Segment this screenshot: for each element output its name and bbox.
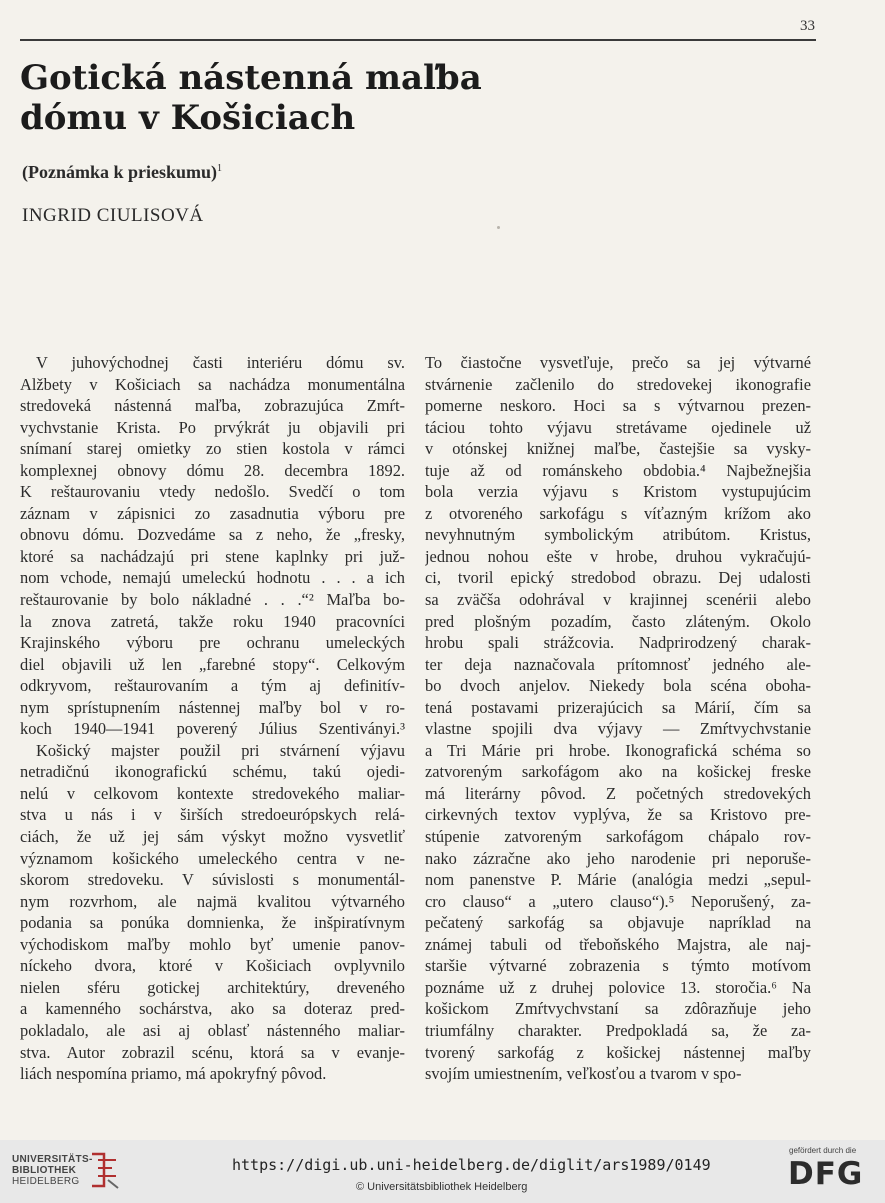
text-line: la znova zatretá, takže roku 1940 pracovníci — [20, 611, 405, 631]
right-text-column — [425, 352, 811, 1085]
library-name-line: UNIVERSITÄTS- — [12, 1154, 93, 1165]
text-line: Krajinského výboru pre ochranu umeleckých — [20, 633, 405, 653]
text-line: níckeho dvora, ktoré v Košiciach ovplyvnilo — [20, 956, 405, 976]
text-line: nom vchode, nemajú umeleckú hodnotu . . . a ich — [20, 568, 405, 588]
text-line: pomerne neskoro. Hoci sa s výtvarnou prezen- — [425, 396, 811, 416]
text-line: V juhovýchodnej časti interiéru dómu sv. — [36, 353, 405, 372]
left-text-column — [20, 352, 405, 1085]
text-line: pred plošným pozadím, často zláteným. Okolo — [425, 611, 811, 631]
text-line: obnovu dómu. Dozvedáme sa z neho, že „fresky, — [20, 525, 405, 545]
library-logo-text — [12, 1154, 93, 1187]
library-emblem-icon — [88, 1150, 122, 1190]
article-subtitle — [22, 162, 222, 183]
text-line: tvorený sarkofág z košickej nástennej maľby — [425, 1042, 811, 1062]
text-line: vlastne spojili dva výjavy — Zmŕtvychvstanie — [425, 719, 811, 739]
text-line: v otónskej knižnej maľbe, častejšie sa vysky- — [425, 439, 811, 459]
text-line: nym rozvrhom, ale najmä kvalitou výtvarného — [20, 891, 405, 911]
page-number: 33 — [800, 18, 815, 34]
text-line: Košický majster použil pri stvárnení výjavu — [36, 740, 405, 760]
text-line: východiskom maľby mohlo byť umenie panov- — [20, 934, 405, 954]
text-line: odkryvom, reštaurovaním a tým aj definitív- — [20, 676, 405, 696]
title-line: dómu v Košiciach — [20, 98, 356, 138]
text-line: sa zväčša odohrával v krajinnej scenérii alebo — [425, 590, 811, 610]
copyright-notice: © Universitätsbibliothek Heidelberg — [356, 1181, 528, 1193]
text-line: záznam v zápisnici zo zasadnutia výboru pre — [20, 503, 405, 523]
text-line: nako zázračne ako jeho narodenie pri neporuše- — [425, 848, 811, 868]
footnote-marker: 1 — [217, 163, 223, 174]
text-line: nelú v celkovom kontexte stredovekého maliar- — [20, 783, 405, 803]
text-line: koch 1940—1941 poverený Július Szentiványi.³ — [20, 719, 405, 739]
text-line: nym sprístupnením nástennej maľby bol v ro- — [20, 697, 405, 717]
text-line: bola verzia výjavu s Kristom vystupujúcim — [425, 482, 811, 502]
text-line: významom košického umeleckého centra v ne- — [20, 848, 405, 868]
text-line: nom panenstve P. Márie (analógia medzi „sepul- — [425, 870, 811, 890]
text-line: triumfálny charakter. Predpokladá sa, že za- — [425, 1020, 811, 1040]
text-line: stva. Autor zobrazil scénu, ktorá sa v evanje- — [20, 1042, 405, 1062]
text-line: svojím umiestnením, veľkosťou a tvarom v spo- — [425, 1064, 742, 1084]
text-line: podania sa ponúka domnienka, že inšpiratívnym — [20, 913, 405, 933]
text-line: poznáme už z druhej polovice 13. storočia.⁶ Na — [425, 977, 811, 997]
text-line: ter deja naznačovala prítomnosť jedného ale- — [425, 654, 811, 674]
text-line: jednou nohou ešte v hrobe, druhou vykračujú- — [425, 546, 811, 566]
funded-by-label: gefördert durch die — [789, 1146, 857, 1155]
library-name-line: BIBLIOTHEK — [12, 1165, 77, 1176]
text-line: stúpenie zatvoreným sarkofágom chápalo rov- — [425, 827, 811, 847]
text-line: vychvstanie Krista. Po prvýkrát ju objavili pri — [20, 417, 405, 437]
text-line: tená postavami prizerajúcich sa Márií, čím sa — [425, 697, 811, 717]
text-line: pokladalo, ale asi aj oblasť nástenného maliar- — [20, 1020, 405, 1040]
author-name: INGRID CIULISOVÁ — [22, 205, 204, 226]
text-line: ciách, že už jej sám výskyt možno vysvetliť — [20, 827, 405, 847]
digitization-footer — [0, 1140, 885, 1203]
text-line: reštaurovanie by bolo nákladné . . .“² Maľba bo- — [20, 590, 405, 610]
article-title — [20, 58, 620, 138]
text-line: stvárnenie začlenilo do stredovekej ikonografie — [425, 374, 811, 394]
text-line: netradičnú ikonografickú schému, takú ojedi- — [20, 762, 405, 782]
text-line: To čiastočne vysvetľuje, prečo sa jej výtvarné — [425, 353, 811, 372]
text-line: ktoré sa nachádzajú pri stene kaplnky pri juž- — [20, 546, 405, 566]
text-line: snímaní starej omietky zo stien kostola v rámci — [20, 439, 405, 459]
text-line: košickom Zmŕtvychvstaní sa zdôrazňuje jeho — [425, 999, 811, 1019]
paper-speck — [497, 226, 500, 229]
library-city: HEIDELBERG — [12, 1176, 80, 1187]
text-line: ci, tvoril epický stredobod obrazu. Dej udalosti — [425, 568, 811, 588]
text-line: stredoveká nástenná maľba, zobrazujúca Zmŕt- — [20, 396, 405, 416]
text-line: liách nespomína priamo, má apokryfný pôvod. — [20, 1064, 327, 1084]
text-line: a kamenného sochárstva, ako sa doteraz pred- — [20, 999, 405, 1019]
text-line: cirkevných textov vyplýva, že sa Kristovo pre- — [425, 805, 811, 825]
text-line: tuje až od románskeho obdobia.⁴ Najbežnejšia — [425, 460, 811, 480]
subtitle-text: (Poznámka k prieskumu) — [22, 162, 218, 182]
text-line: zatvoreným sarkofágom ako na košickej freske — [425, 762, 811, 782]
text-line: staršie výtvarné zobrazenia s týmto motívom — [425, 956, 811, 976]
text-line: nevyhnutným symbolickým atribútom. Kristus, — [425, 525, 811, 545]
dfg-logo: DFG — [788, 1156, 864, 1192]
text-line: komplexnej obnovy dómu 28. decembra 1892. — [20, 460, 405, 480]
header-rule — [20, 39, 816, 41]
text-line: nielen sféru gotickej architektúry, dreveného — [20, 977, 405, 997]
text-line: stva u nás i v širších stredoeurópskych relá- — [20, 805, 405, 825]
text-line: pečatený sarkofág sa objavuje napríklad na — [425, 913, 811, 933]
text-line: známej tabuli od třeboňského Majstra, ale naj- — [425, 934, 811, 954]
text-line: má literárny pôvod. Z početných stredovekých — [425, 783, 811, 803]
text-line: K reštaurovaniu vtedy nedošlo. Svedčí o tom — [20, 482, 405, 502]
title-line: Gotická nástenná maľba — [20, 58, 482, 98]
text-line: diel objavili už len „farebné stopy“. Celkovým — [20, 654, 405, 674]
text-line: skorom stredoveku. V súvislosti s monumentál- — [20, 870, 405, 890]
text-line: Alžbety v Košiciach sa nachádza monumentálna — [20, 374, 405, 394]
text-line: cro clauso“ a „utero clauso“).⁵ Neporušený, za- — [425, 891, 811, 911]
text-line: a Tri Márie pri hrobe. Ikonografická schéma so — [425, 740, 811, 760]
text-line: táciou tohto výjavu stretávame ojedinele už — [425, 417, 811, 437]
text-line: z otvoreného sarkofágu s víťazným krížom ako — [425, 503, 811, 523]
text-line: hrobu spali strážcovia. Nadprirodzený charak- — [425, 633, 811, 653]
permalink-url[interactable]: https://digi.ub.uni-heidelberg.de/diglit/ars1989/0149 — [232, 1156, 711, 1174]
text-line: bo dvoch anjelov. Niekedy bola scéna oboha- — [425, 676, 811, 696]
